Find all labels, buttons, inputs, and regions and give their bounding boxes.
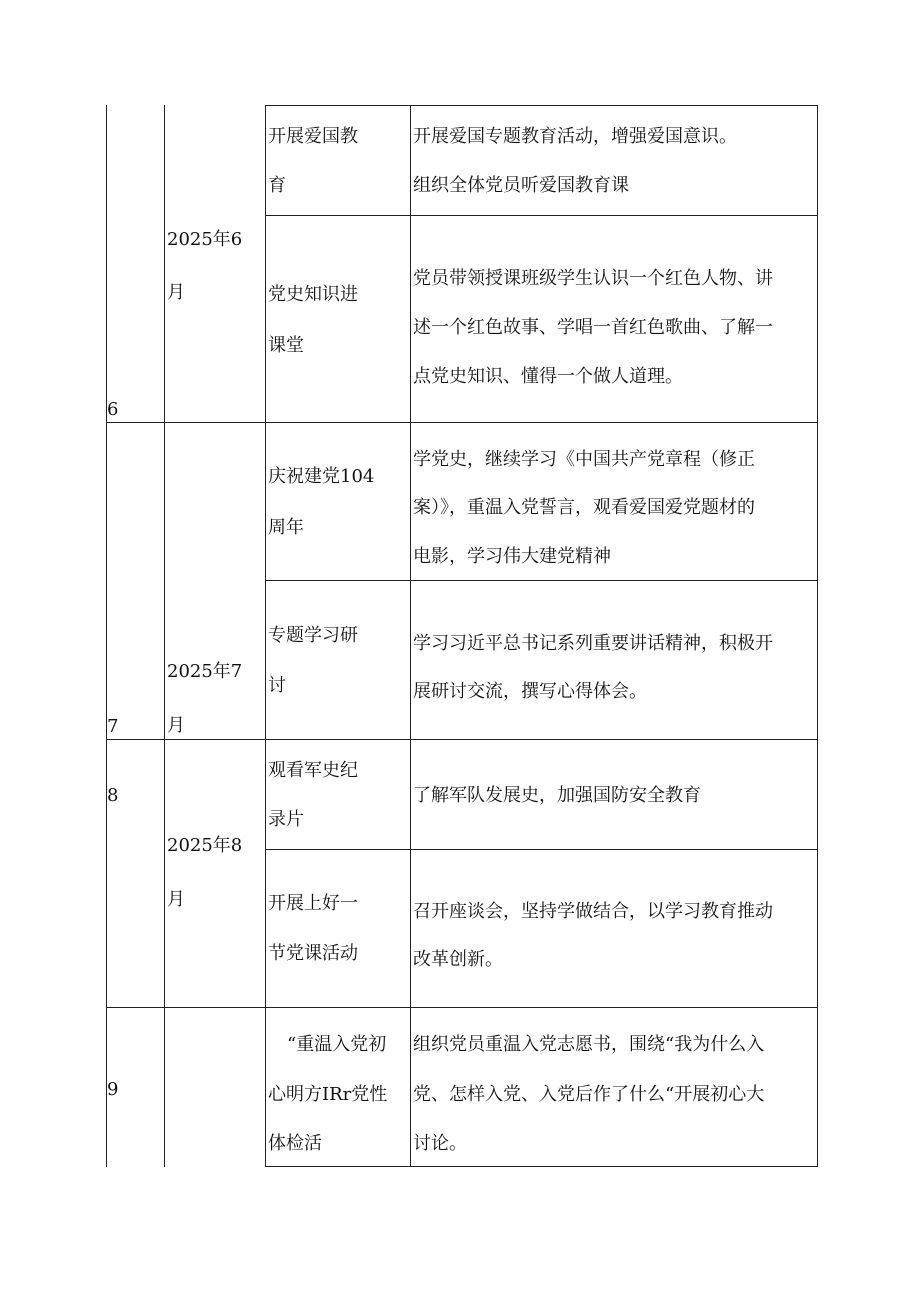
- row-number: 8: [107, 785, 119, 806]
- activity-title: 周年: [268, 517, 304, 538]
- activity-title: 录片: [268, 809, 304, 830]
- activity-content: 组织全体党员听爱国教育课: [413, 175, 629, 196]
- activity-content: 开展爱国专题教育活动，增强爱国意识。: [413, 126, 737, 147]
- activity-content: 电影，学习伟大建党精神: [413, 546, 611, 567]
- activity-title: 开展上好一: [268, 893, 358, 914]
- activity-title: 讨: [268, 675, 286, 696]
- activity-title: 体检活: [268, 1133, 322, 1154]
- row-date: 月: [167, 715, 185, 736]
- activity-title: 观看军史纪: [268, 760, 358, 781]
- group-divider: [106, 422, 818, 423]
- activity-title: 开展爱国教: [268, 126, 358, 147]
- row-divider: [265, 215, 818, 216]
- activity-content: 讨论。: [413, 1133, 467, 1154]
- row-date: 2025年7: [167, 661, 243, 682]
- activity-content: 了解军队发展史，加强国防安全教育: [413, 785, 701, 806]
- activity-content: 党员带领授课班级学生认识一个红色人物、讲: [413, 268, 773, 289]
- group-divider: [106, 739, 818, 740]
- row-number: 6: [107, 399, 119, 420]
- activity-title: “重温入党初: [287, 1034, 387, 1055]
- group-divider: [106, 1007, 818, 1008]
- activity-content: 党、怎样入党、入党后作了什么“开展初心大: [413, 1084, 765, 1105]
- activity-title: 庆祝建党104: [268, 466, 375, 487]
- row-date: 月: [167, 282, 185, 303]
- activity-title: 心明方IRr党性: [268, 1084, 388, 1105]
- table-border-bottom: [265, 1166, 818, 1167]
- activity-content: 学习习近平总书记系列重要讲话精神，积极开: [413, 633, 773, 654]
- activity-content: 展研讨交流，撰写心得体会。: [413, 681, 647, 702]
- activity-content: 案）》，重温入党誓言，观看爱国爱党题材的: [413, 497, 755, 518]
- row-date: 2025年8: [167, 835, 243, 856]
- row-divider: [265, 580, 818, 581]
- activity-title: 节党课活动: [268, 943, 358, 964]
- row-divider: [265, 849, 818, 850]
- activity-content: 述一个红色故事、学唱一首红色歌曲、了解一: [413, 317, 773, 338]
- activity-content: 组织党员重温入党志愿书，围绕“我为什么入: [413, 1034, 765, 1055]
- row-date: 2025年6: [167, 229, 243, 250]
- row-number: 9: [107, 1079, 119, 1100]
- activity-title: 党史知识进: [268, 284, 358, 305]
- activity-content: 改革创新。: [413, 949, 503, 970]
- row-date: 月: [167, 889, 185, 910]
- activity-title: 育: [268, 175, 286, 196]
- activity-title: 专题学习研: [268, 625, 358, 646]
- activity-content: 学党史，继续学习《中国共产党章程（修正: [413, 449, 755, 470]
- activity-content: 点党史知识、懂得一个做人道理。: [413, 366, 683, 387]
- table-border-top: [265, 105, 818, 106]
- row-number: 7: [107, 716, 119, 737]
- activity-content: 召开座谈会，坚持学做结合，以学习教育推动: [413, 901, 773, 922]
- activity-title: 课堂: [268, 335, 304, 356]
